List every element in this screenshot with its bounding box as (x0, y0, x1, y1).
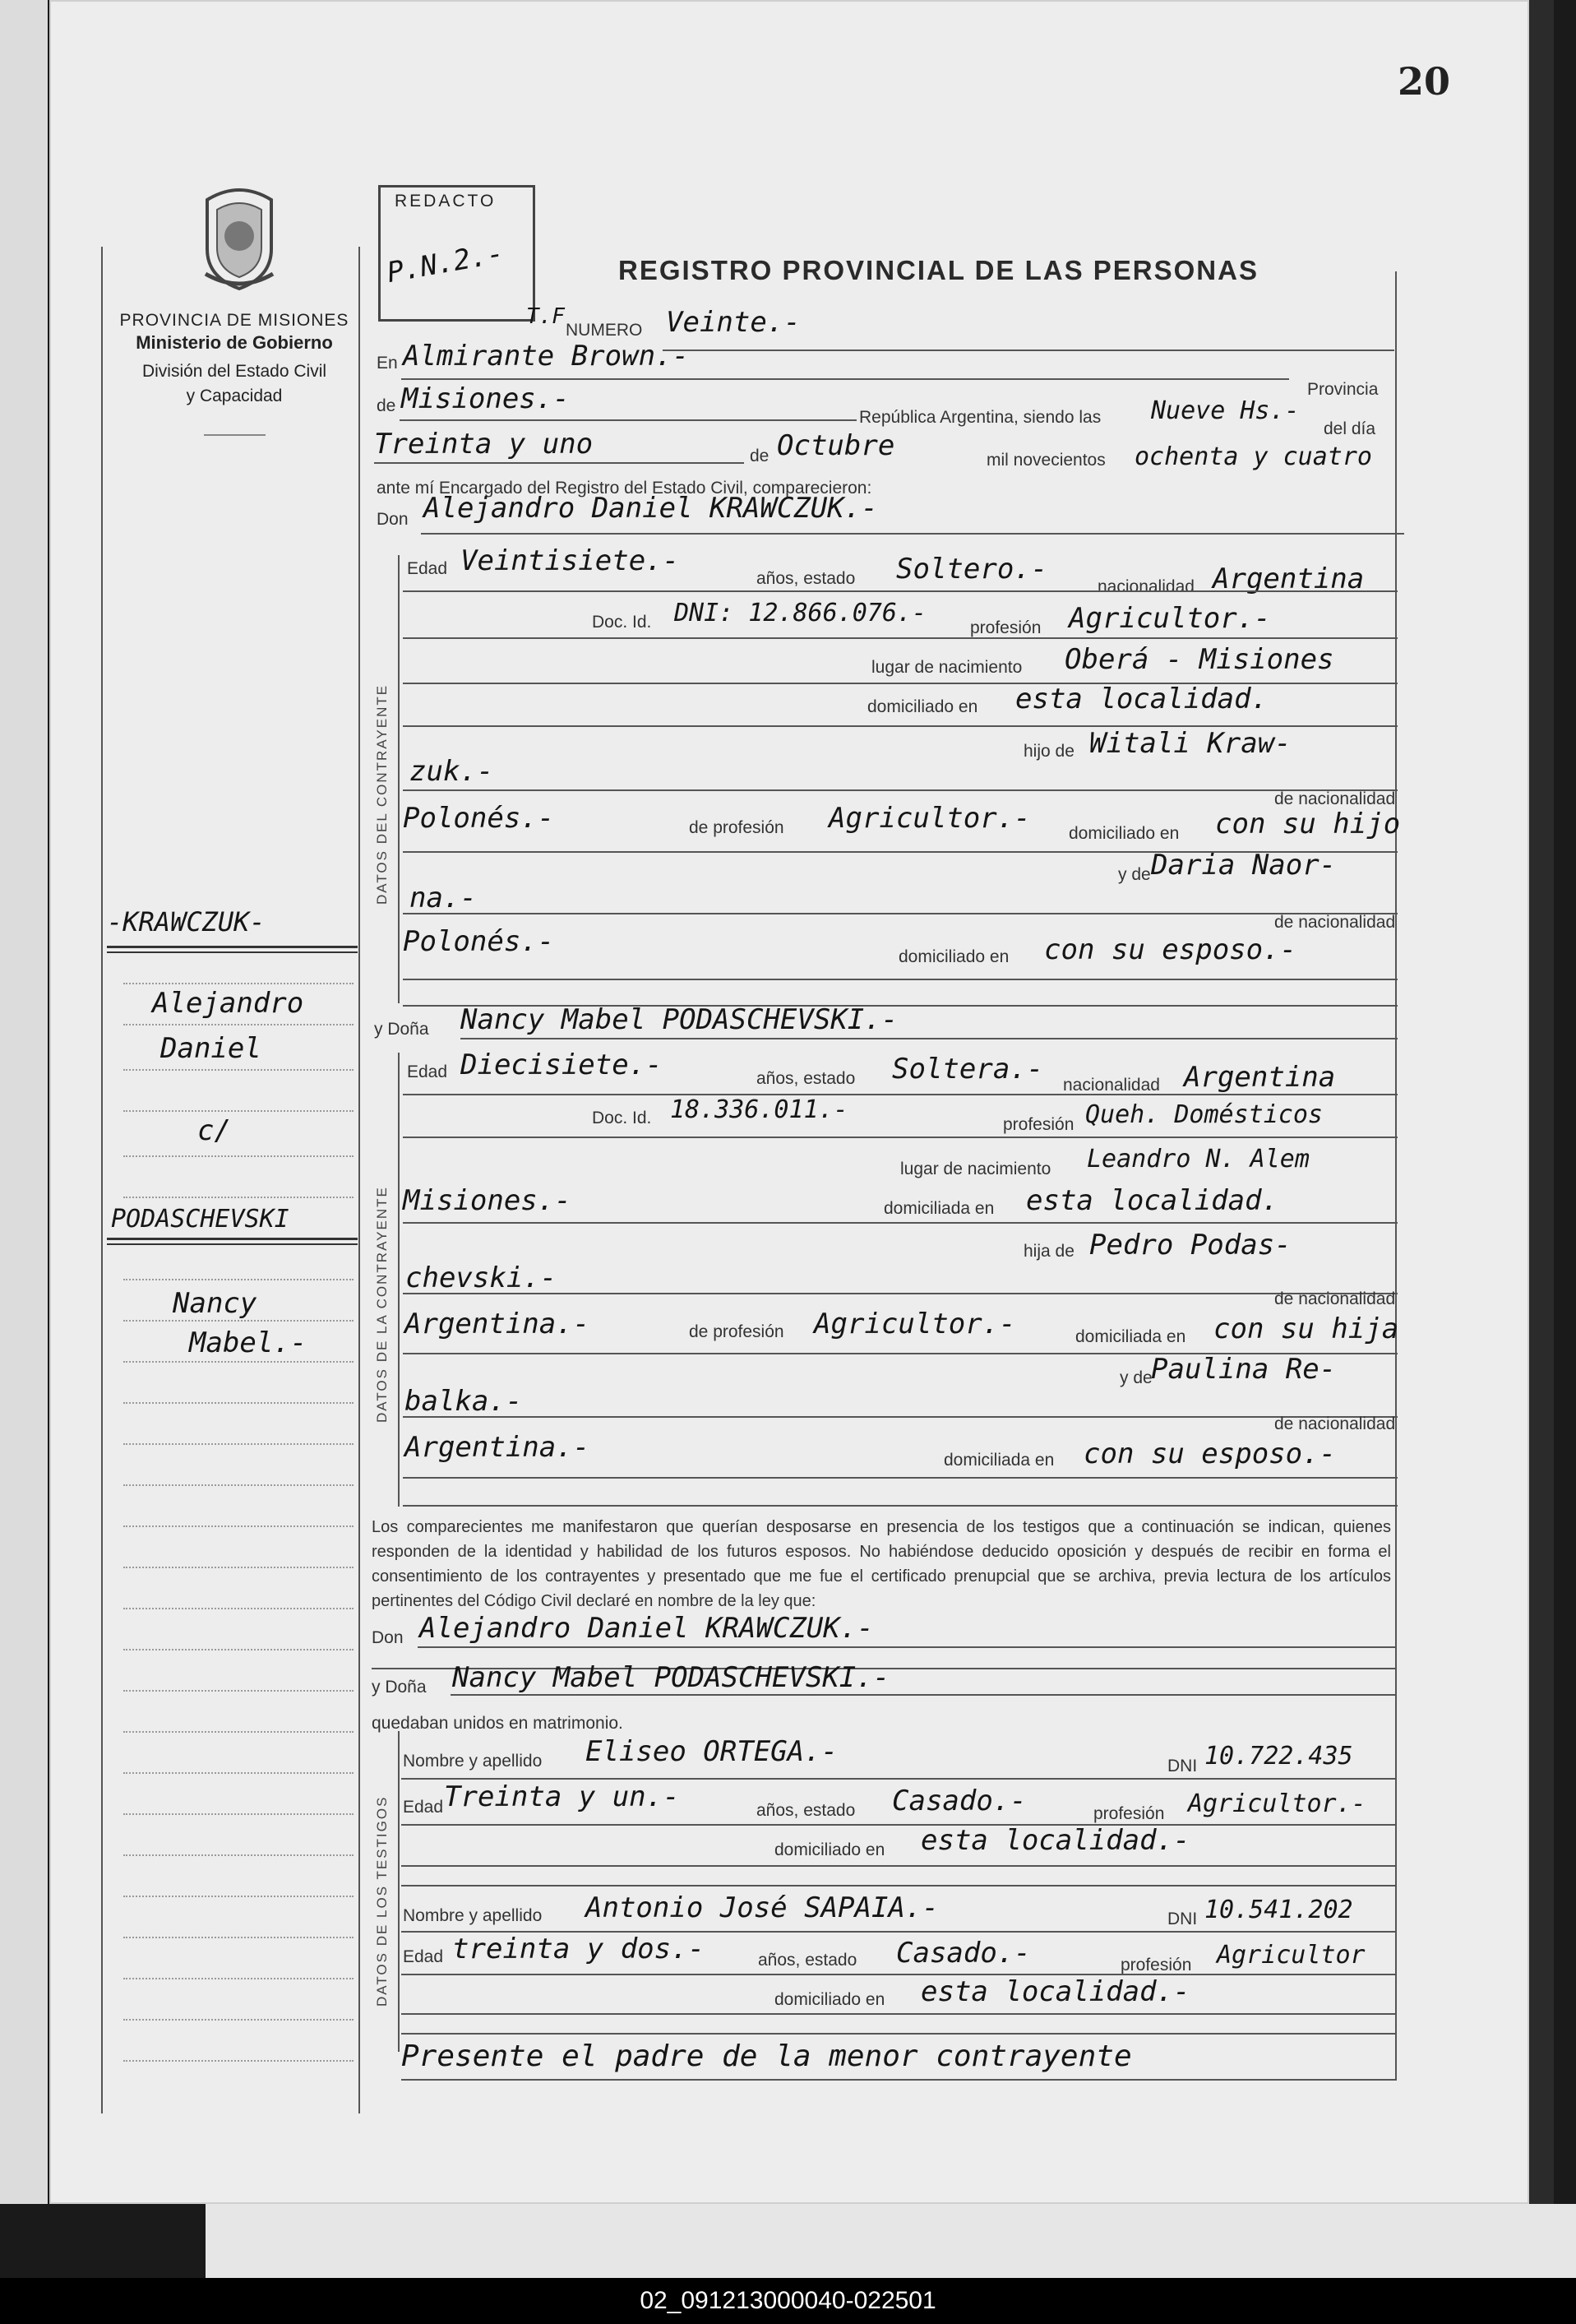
c-padre-domic: con su hijo (1215, 808, 1401, 840)
t2-line-3 (401, 2013, 1396, 2015)
c-edad-label: Edad (407, 559, 448, 578)
margin-dotline (123, 1525, 354, 1527)
c-doc-label: Doc. Id. (592, 613, 652, 632)
f-padre-prof: Agricultor.- (814, 1308, 1016, 1340)
c-madre-domic: con su esposo.- (1044, 933, 1297, 966)
margin-double-line-2b (107, 1243, 358, 1245)
place-value: Almirante Brown.- (403, 340, 689, 373)
ministry-name: Ministerio de Gobierno (136, 332, 333, 353)
margin-double-line-1a (107, 946, 358, 948)
t2-estado-label: años, estado (758, 1951, 857, 1970)
provincia-label: Provincia (1307, 380, 1379, 399)
margin-double-line-2a (107, 1238, 358, 1240)
t2-domicilio: esta localidad.- (921, 1975, 1190, 2008)
c-padre-a: Witali Kraw- (1089, 727, 1292, 760)
t1-nombre-label: Nombre y apellido (403, 1752, 543, 1771)
t1-line-3 (401, 1865, 1396, 1867)
contrayenta-nombre-line (460, 1038, 1398, 1039)
f-profesion: Queh. Domésticos (1085, 1100, 1323, 1129)
ante-text: ante mí Encargado del Registro del Estado Civil, comparecieron: (377, 479, 872, 498)
testigos-bracket (398, 1731, 400, 2052)
f-nacionalidad: Argentina (1184, 1061, 1336, 1094)
en-label: En (377, 354, 398, 373)
province-line (400, 419, 857, 421)
c-de-nac-label: de nacionalidad (1274, 789, 1396, 808)
margin-dotline (123, 2019, 354, 2021)
decl-dona-label: y Doña (372, 1678, 427, 1697)
numero-value: Veinte.- (666, 306, 801, 339)
t1-domic-label: domiciliado en (774, 1840, 885, 1859)
t1-estado-label: años, estado (756, 1801, 856, 1820)
f-madre-nac: Argentina.- (404, 1431, 590, 1464)
c-padre-b: zuk.- (409, 755, 494, 788)
form-left-line (358, 247, 360, 2113)
redacto-value: P.N.2.- (384, 236, 506, 290)
c-padre-domic-label: domiciliado en (1069, 824, 1180, 843)
f-edad: Diecisiete.- (460, 1049, 663, 1081)
f-line-3 (403, 1222, 1398, 1224)
margin-dotline (123, 1320, 354, 1322)
c-line-2 (403, 637, 1398, 639)
margin-nombre-1b: Daniel (160, 1032, 261, 1065)
republica-text: República Argentina, siendo las (859, 408, 1102, 427)
f-lugar-label: lugar de nacimiento (900, 1160, 1051, 1178)
f-domic-label: domiciliada en (884, 1199, 995, 1218)
t1-dni-label: DNI (1167, 1757, 1198, 1775)
mil-label: mil novecientos (987, 451, 1106, 470)
mes-value: Octubre (777, 429, 895, 462)
header-divider (204, 434, 266, 436)
f-y-de-label: y de (1120, 1368, 1153, 1387)
facing-page-edge (0, 0, 48, 2204)
f-estado: Soltera.- (892, 1053, 1044, 1086)
c-estado-label: años, estado (756, 569, 856, 588)
decl-dona-nombre: Nancy Mabel PODASCHEVSKI.- (452, 1661, 890, 1694)
t1-line-1 (401, 1778, 1396, 1780)
margin-dotline (123, 1567, 354, 1568)
closing-line (401, 2079, 1396, 2081)
f-doc: 18.336.011.- (670, 1095, 848, 1124)
margin-dotline (123, 1772, 354, 1774)
contrayente-nombre: Alejandro Daniel KRAWCZUK.- (423, 492, 878, 525)
decl-dona-line (451, 1694, 1396, 1696)
f-madre-domic-label: domiciliada en (944, 1451, 1055, 1470)
margin-dotline (123, 1649, 354, 1650)
c-line-1 (403, 590, 1398, 592)
c-edad: Veintisiete.- (460, 544, 680, 577)
f-nac-label: nacionalidad (1063, 1076, 1160, 1095)
t1-prof-label: profesión (1093, 1804, 1165, 1823)
f-de-nac-label-2: de nacionalidad (1274, 1414, 1396, 1433)
t1-profesion: Agricultor.- (1188, 1789, 1366, 1818)
margin-dotline (123, 1690, 354, 1692)
closing-note: Presente el padre de la menor contrayente (401, 2039, 1132, 2073)
f-line-7 (403, 1477, 1398, 1479)
hora-value: Nueve Hs.- (1151, 396, 1300, 425)
c-doc: DNI: 12.866.076.- (674, 599, 927, 627)
f-padre-domic-label: domiciliada en (1075, 1327, 1186, 1346)
margin-dotline (123, 1731, 354, 1733)
t1-nombre: Eliseo ORTEGA.- (585, 1735, 839, 1768)
c-line-7 (403, 913, 1398, 914)
c-line-5 (403, 789, 1398, 791)
image-id-footer: 02_091213000040-022501 (0, 2278, 1576, 2324)
t2-estado: Casado.- (896, 1937, 1031, 1970)
f-line-4 (403, 1293, 1398, 1294)
del-dia-label: del día (1324, 419, 1376, 438)
margin-dotline (123, 2060, 354, 2062)
margin-dotline (123, 1484, 354, 1486)
contrayente-nombre-line (421, 533, 1404, 535)
margin-double-line-1b (107, 951, 358, 953)
t2-line-2 (401, 1974, 1396, 1975)
f-edad-label: Edad (407, 1062, 448, 1081)
t2-dni: 10.541.202 (1204, 1896, 1353, 1924)
numero-label: NUMERO (566, 321, 643, 340)
f-prof-label: profesión (1003, 1115, 1075, 1134)
tf-mark: T.F (526, 304, 565, 329)
de-label: de (377, 396, 396, 415)
c-de-prof-label: de profesión (689, 818, 784, 837)
margin-nombre-2a: Nancy (173, 1287, 257, 1320)
c-madre-a: Daria Naor- (1151, 849, 1337, 882)
f-padre-nac: Argentina.- (404, 1308, 590, 1340)
page-number: 20 (1398, 59, 1451, 104)
f-padre-b: chevski.- (405, 1262, 557, 1294)
f-padre-a: Pedro Podas- (1089, 1229, 1292, 1262)
t2-line-4 (401, 2033, 1396, 2035)
c-de-nac-label-2: de nacionalidad (1274, 913, 1396, 932)
left-margin-line (101, 247, 103, 2113)
dia-value: Treinta y uno (374, 428, 594, 461)
form-right-line (1395, 271, 1397, 2081)
f-domicilio: esta localidad. (1026, 1184, 1279, 1217)
c-profesion: Agricultor.- (1069, 602, 1271, 635)
margin-dotline (123, 1279, 354, 1280)
t2-prof-label: profesión (1121, 1956, 1192, 1974)
margin-dotline (123, 1608, 354, 1609)
division-line-1: División del Estado Civil (141, 362, 327, 381)
c-prof-label: profesión (970, 618, 1042, 637)
c-padre-nac: Polonés.- (403, 802, 555, 835)
margin-dotline (123, 1402, 354, 1404)
c-line-8 (403, 979, 1398, 980)
margin-dotline (123, 1024, 354, 1025)
t1-edad: Treinta y un.- (444, 1780, 680, 1813)
place-line (401, 378, 1289, 380)
province-value: Misiones.- (401, 382, 570, 415)
margin-dotline (123, 1155, 354, 1157)
province-name: PROVINCIA DE MISIONES (119, 311, 349, 330)
t1-dni: 10.722.435 (1204, 1742, 1353, 1771)
t2-profesion: Agricultor (1217, 1941, 1366, 1970)
dona-label: y Doña (374, 1020, 429, 1039)
t2-dni-label: DNI (1167, 1910, 1198, 1928)
t2-edad: treinta y dos.- (452, 1933, 705, 1965)
t-separator (401, 1885, 1396, 1887)
c-y-de-label: y de (1118, 865, 1151, 884)
margin-apellido-1: -KRAWCZUK- (107, 906, 266, 937)
f-de-prof-label: de profesión (689, 1322, 784, 1341)
f-hija-label: hija de (1024, 1242, 1075, 1261)
margin-nombre-2b: Mabel.- (189, 1326, 307, 1359)
provincial-seal-icon (191, 185, 288, 292)
de-label-2: de (750, 447, 770, 465)
c-domic-label: domiciliado en (867, 697, 978, 716)
t2-nombre: Antonio José SAPAIA.- (585, 1891, 939, 1924)
c-lugar-label: lugar de nacimiento (871, 658, 1023, 677)
c-padre-prof: Agricultor.- (829, 802, 1031, 835)
c-lugar: Oberá - Misiones (1065, 643, 1334, 676)
t1-edad-label: Edad (403, 1798, 444, 1817)
redacto-label: REDACTO (395, 192, 497, 211)
f-de-nac-label: de nacionalidad (1274, 1289, 1396, 1308)
f-line-1 (403, 1094, 1398, 1095)
don-label: Don (377, 510, 409, 529)
f-padre-domic: con su hija (1213, 1312, 1399, 1345)
t2-edad-label: Edad (403, 1947, 444, 1966)
t1-line-2 (401, 1824, 1396, 1826)
margin-dotline (123, 1361, 354, 1363)
margin-apellido-2: PODASCHEVSKI (111, 1205, 289, 1234)
c-madre-domic-label: domiciliado en (899, 947, 1010, 966)
margin-nombre-1a: Alejandro (152, 987, 304, 1020)
numero-line (663, 350, 1394, 351)
margin-dotline (123, 983, 354, 984)
c-madre-b: na.- (409, 882, 477, 914)
decl-don-label: Don (372, 1628, 404, 1647)
margin-dotline (123, 1069, 354, 1071)
margin-dotline (123, 1937, 354, 1938)
decl-don-nombre: Alejandro Daniel KRAWCZUK.- (419, 1612, 874, 1645)
t2-domic-label: domiciliado en (774, 1990, 885, 2009)
unidos-text: quedaban unidos en matrimonio. (372, 1714, 623, 1733)
margin-conj: c/ (197, 1114, 231, 1147)
contrayenta-bracket (398, 1053, 400, 1507)
c-nac-label: nacionalidad (1098, 577, 1195, 596)
registry-title: REGISTRO PROVINCIAL DE LAS PERSONAS (618, 255, 1259, 285)
c-madre-nac: Polonés.- (403, 925, 555, 958)
contrayenta-side-label: DATOS DE LA CONTRAYENTE (374, 1186, 390, 1423)
f-lugar-b: Misiones.- (403, 1184, 571, 1217)
margin-dotline (123, 1978, 354, 1979)
f-line-6 (403, 1416, 1398, 1418)
margin-dotline (123, 1197, 354, 1198)
f-madre-b: balka.- (404, 1385, 523, 1418)
testigos-side-label: DATOS DE LOS TESTIGOS (374, 1795, 390, 2007)
c-hijo-label: hijo de (1024, 742, 1075, 761)
f-madre-a: Paulina Re- (1151, 1353, 1337, 1386)
t1-domicilio: esta localidad.- (921, 1824, 1190, 1857)
f-madre-domic: con su esposo.- (1084, 1437, 1337, 1470)
f-doc-label: Doc. Id. (592, 1109, 652, 1127)
c-domicilio: esta localidad. (1015, 683, 1269, 715)
margin-dotline (123, 1443, 354, 1445)
contrayenta-nombre: Nancy Mabel PODASCHEVSKI.- (460, 1003, 899, 1036)
page-bottom-edge (206, 2204, 1576, 2278)
c-nacionalidad: Argentina (1213, 562, 1365, 595)
f-line-2 (403, 1137, 1398, 1138)
f-estado-label: años, estado (756, 1069, 856, 1088)
t2-nombre-label: Nombre y apellido (403, 1906, 543, 1925)
contrayente-bracket (398, 555, 400, 1003)
margin-dotline (123, 1813, 354, 1815)
declaration-text: Los comparecientes me manifestaron que querían desposarse en presencia de los testigos que a continuación se indican, quienes responden de la identidad y habilidad de los futuros esposos. No habiéndose deducido oposición y después de recibir en forma el consentimiento de los contrayentes y presentado que me fue el certificado prenupcial que se archiva, previa lectura de los artículos pertinentes del Código Civil declaré en nombre de la ley que: (372, 1518, 1391, 1610)
contrayente-side-label: DATOS DEL CONTRAYENTE (374, 683, 390, 905)
division-line-2: y Capacidad (186, 387, 283, 405)
margin-dotline (123, 1854, 354, 1856)
f-line-8 (403, 1505, 1398, 1507)
c-estado: Soltero.- (896, 553, 1048, 586)
decl-don-line (418, 1646, 1396, 1648)
f-lugar: Leandro N. Alem (1087, 1145, 1310, 1174)
anio-value: ochenta y cuatro (1135, 442, 1372, 471)
t1-estado: Casado.- (892, 1785, 1027, 1817)
dia-line (374, 462, 744, 464)
margin-dotline (123, 1896, 354, 1897)
margin-dotline (123, 1110, 354, 1112)
